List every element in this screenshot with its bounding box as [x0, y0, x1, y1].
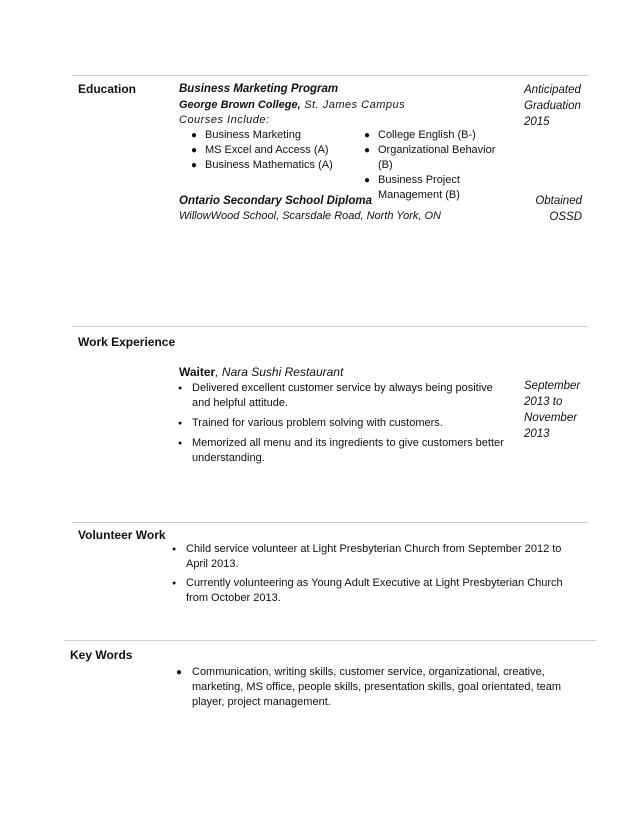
courses-right-list	[362, 128, 512, 203]
school-line	[179, 209, 441, 224]
job-title: Waiter	[179, 365, 216, 379]
bullet-icon: ●	[191, 160, 198, 171]
list-item: ● Currently volunteering as Young Adult Executive at Light Presbyterian Church from October 2013.	[172, 577, 563, 604]
list-item: ● Business Marketing	[191, 129, 301, 141]
divider-keywords	[64, 640, 596, 641]
bullet-icon: ●	[176, 667, 183, 678]
list-item: ● Business Project Management (B)	[364, 174, 460, 201]
keywords-text: Communication, writing skills, customer service, organizational, creative, marketing, MS office, people skills, presentation skills, goal orientated, team player, project management.	[192, 666, 562, 708]
job-line	[179, 365, 343, 379]
list-item: ● Trained for various problem solving with customers.	[178, 417, 443, 429]
list-item: ● MS Excel and Access (A)	[191, 144, 329, 156]
campus-name: St. James Campus	[300, 99, 406, 111]
bullet-icon: ●	[191, 145, 198, 156]
work-dates: September 2013 to November 2013	[524, 380, 581, 440]
divider-work	[72, 326, 588, 327]
school-name: WillowWood School	[179, 210, 277, 222]
work-heading: Work Experience	[78, 335, 176, 349]
volunteer-heading: Volunteer Work	[78, 528, 166, 542]
list-item	[174, 665, 592, 710]
work-bullets	[176, 381, 506, 466]
divider-volunteer	[72, 522, 588, 523]
college-line	[179, 98, 405, 113]
bullet-icon: ●	[191, 130, 198, 141]
list-item: ● Organizational Behavior (B)	[364, 144, 496, 171]
keywords-heading: Key Words	[70, 648, 133, 662]
education-heading: Education	[78, 82, 137, 96]
bullet-icon: ●	[172, 546, 177, 553]
program-title: Business Marketing Program	[179, 83, 339, 95]
college-name: George Brown College,	[179, 99, 301, 111]
list-item: ● College English (B-)	[364, 129, 476, 141]
bullet-icon: ●	[364, 175, 371, 186]
bullet-icon: ●	[364, 130, 371, 141]
list-item: ● Child service volunteer at Light Presbyterian Church from September 2012 to April 2013.	[172, 543, 562, 570]
bullet-icon: ●	[178, 420, 183, 427]
bullet-icon: ●	[178, 385, 183, 392]
courses-intro: Courses Include:	[179, 114, 270, 126]
list-item: ● Memorized all menu and its ingredients to give customers better understanding.	[178, 437, 504, 464]
employer-name: , Nara Sushi Restaurant	[215, 365, 344, 379]
obtained-note: Obtained OSSD	[535, 195, 582, 223]
volunteer-bullets	[170, 542, 580, 606]
list-item: ● Delivered excellent customer service by always being positive and helpful attitude.	[178, 382, 493, 409]
school-address: , Scarsdale Road, North York, ON	[276, 210, 441, 222]
graduation-note: Anticipated Graduation 2015	[524, 84, 581, 128]
bullet-icon: ●	[172, 580, 177, 587]
courses-left-list	[189, 128, 349, 173]
diploma-title: Ontario Secondary School Diploma	[179, 195, 372, 207]
list-item: ● Business Mathematics (A)	[191, 159, 333, 171]
bullet-icon: ●	[364, 145, 371, 156]
keywords-list	[174, 665, 592, 710]
divider-top	[72, 75, 588, 76]
bullet-icon: ●	[178, 440, 183, 447]
